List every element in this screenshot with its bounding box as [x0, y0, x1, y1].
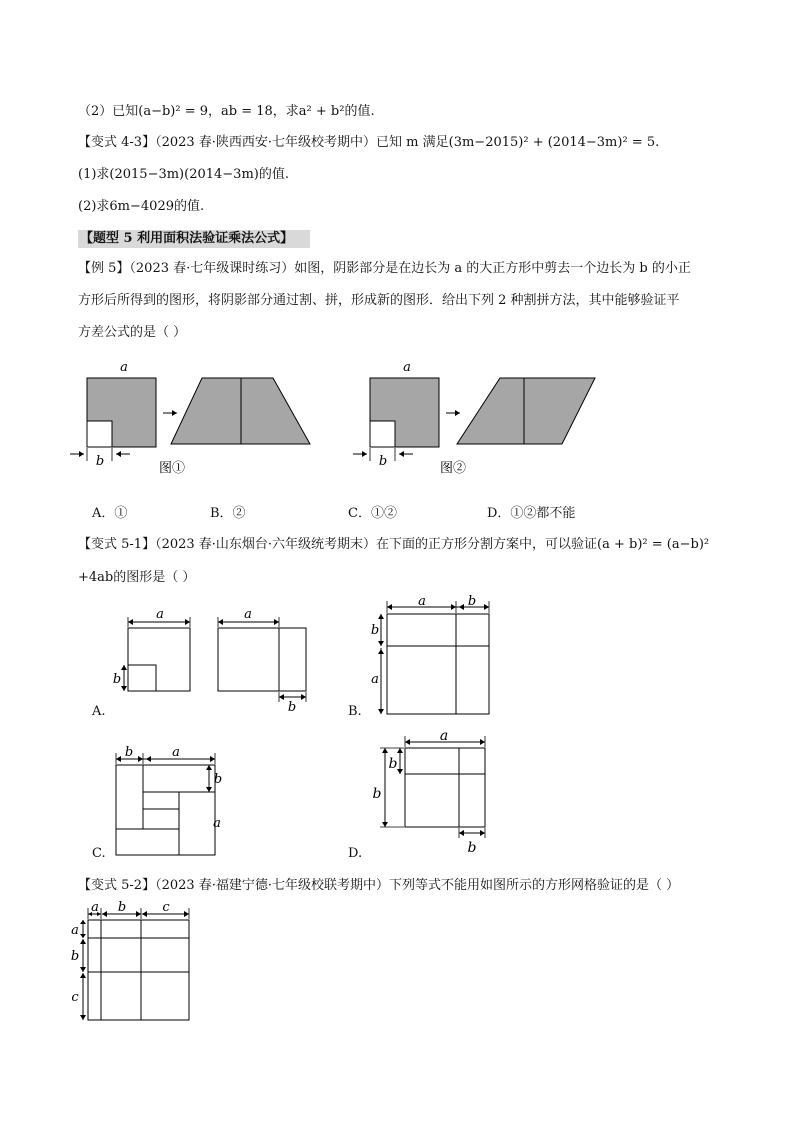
- label-c: c: [71, 990, 79, 1005]
- variant-5-1-line2: +4ab的图形是（ ）: [78, 570, 196, 585]
- example-5-figure-2: [343, 355, 633, 485]
- label-c: c: [162, 900, 170, 915]
- variant-5-2-text: 【变式 5-2】（2023 春·福建宁德·七年级校联考期中）下列等式不能用如图所示的方形网格验证的是（ ）: [78, 878, 680, 893]
- label-b: b: [467, 840, 477, 856]
- label-a: a: [439, 728, 449, 744]
- variant-4-3-part1: (1)求(2015−3m)(2014−3m)的值.: [78, 167, 289, 182]
- label-b: b: [388, 756, 398, 772]
- label-b: b: [112, 672, 122, 687]
- variant-5-1-figure-d: [360, 728, 500, 858]
- label-b: b: [370, 623, 380, 638]
- label-b: b: [70, 949, 80, 964]
- variant-5-1-option-b: B.: [348, 704, 362, 719]
- variant-5-2-grid-figure: [65, 900, 205, 1025]
- variant-4-3-part2: (2)求6m−4029的值.: [78, 199, 205, 214]
- problem-2-text: （2）已知(a−b)² = 9，ab = 18，求a² + b²的值.: [78, 104, 375, 119]
- label-a: a: [120, 360, 128, 375]
- figure-1-caption: 图①: [158, 461, 186, 476]
- label-a: a: [418, 594, 426, 609]
- option-a: A．①: [92, 506, 128, 521]
- example-5-line2: 方形后所得到的图形，将阴影部分通过割、拼，形成新的图形．给出下列 2 种割拼方法，其中能够验证平: [78, 293, 680, 308]
- variant-5-1-option-a: A.: [92, 704, 106, 719]
- option-c: C．①②: [348, 506, 397, 521]
- option-d: D．①②都不能: [487, 506, 576, 521]
- removed-small-square: [87, 421, 112, 447]
- label-b: b: [372, 786, 382, 802]
- variant-5-1-figure-b: [360, 592, 500, 722]
- section-heading: 【题型 5 利用面积法验证乘法公式】: [78, 230, 310, 248]
- label-a: a: [213, 816, 221, 831]
- label-a: a: [403, 360, 411, 375]
- example-5-figure-1: [60, 355, 350, 485]
- label-b: b: [287, 700, 297, 715]
- variant-5-1-option-d: D.: [348, 846, 363, 861]
- variant-5-1-figure-c: [100, 745, 240, 860]
- label-a: a: [371, 672, 379, 687]
- label-b: b: [378, 454, 388, 469]
- example-5-line1: 【例 5】（2023 春·七年级课时练习）如图，阴影部分是在边长为 a 的大正方形中剪去一个边长为 b 的小正: [78, 261, 691, 276]
- figure-2-caption: 图②: [439, 461, 467, 476]
- label-b: b: [95, 454, 105, 469]
- label-b: b: [467, 594, 477, 609]
- label-b: b: [117, 900, 127, 915]
- label-b: b: [213, 772, 223, 787]
- example-5-line3: 方差公式的是（ ）: [78, 325, 187, 340]
- label-a: a: [91, 900, 99, 915]
- variant-5-1-figure-a: [100, 605, 330, 715]
- label-a: a: [71, 923, 79, 938]
- label-a: a: [172, 745, 180, 760]
- variant-5-1-option-c: C.: [92, 846, 106, 861]
- variant-4-3-text: 【变式 4-3】（2023 春·陕西西安·七年级校考期中）已知 m 满足(3m−2015)² + (2014−3m)² = 5.: [78, 135, 660, 150]
- option-b: B．②: [210, 506, 246, 521]
- variant-5-1-line1: 【变式 5-1】（2023 春·山东烟台·六年级统考期末）在下面的正方形分割方案中，可以验证(a + b)² = (a−b)²: [78, 537, 710, 552]
- label-a: a: [244, 607, 252, 622]
- parallelogram: [457, 378, 595, 444]
- label-b: b: [124, 745, 134, 760]
- label-a: a: [156, 607, 164, 622]
- removed-small-square: [370, 421, 395, 447]
